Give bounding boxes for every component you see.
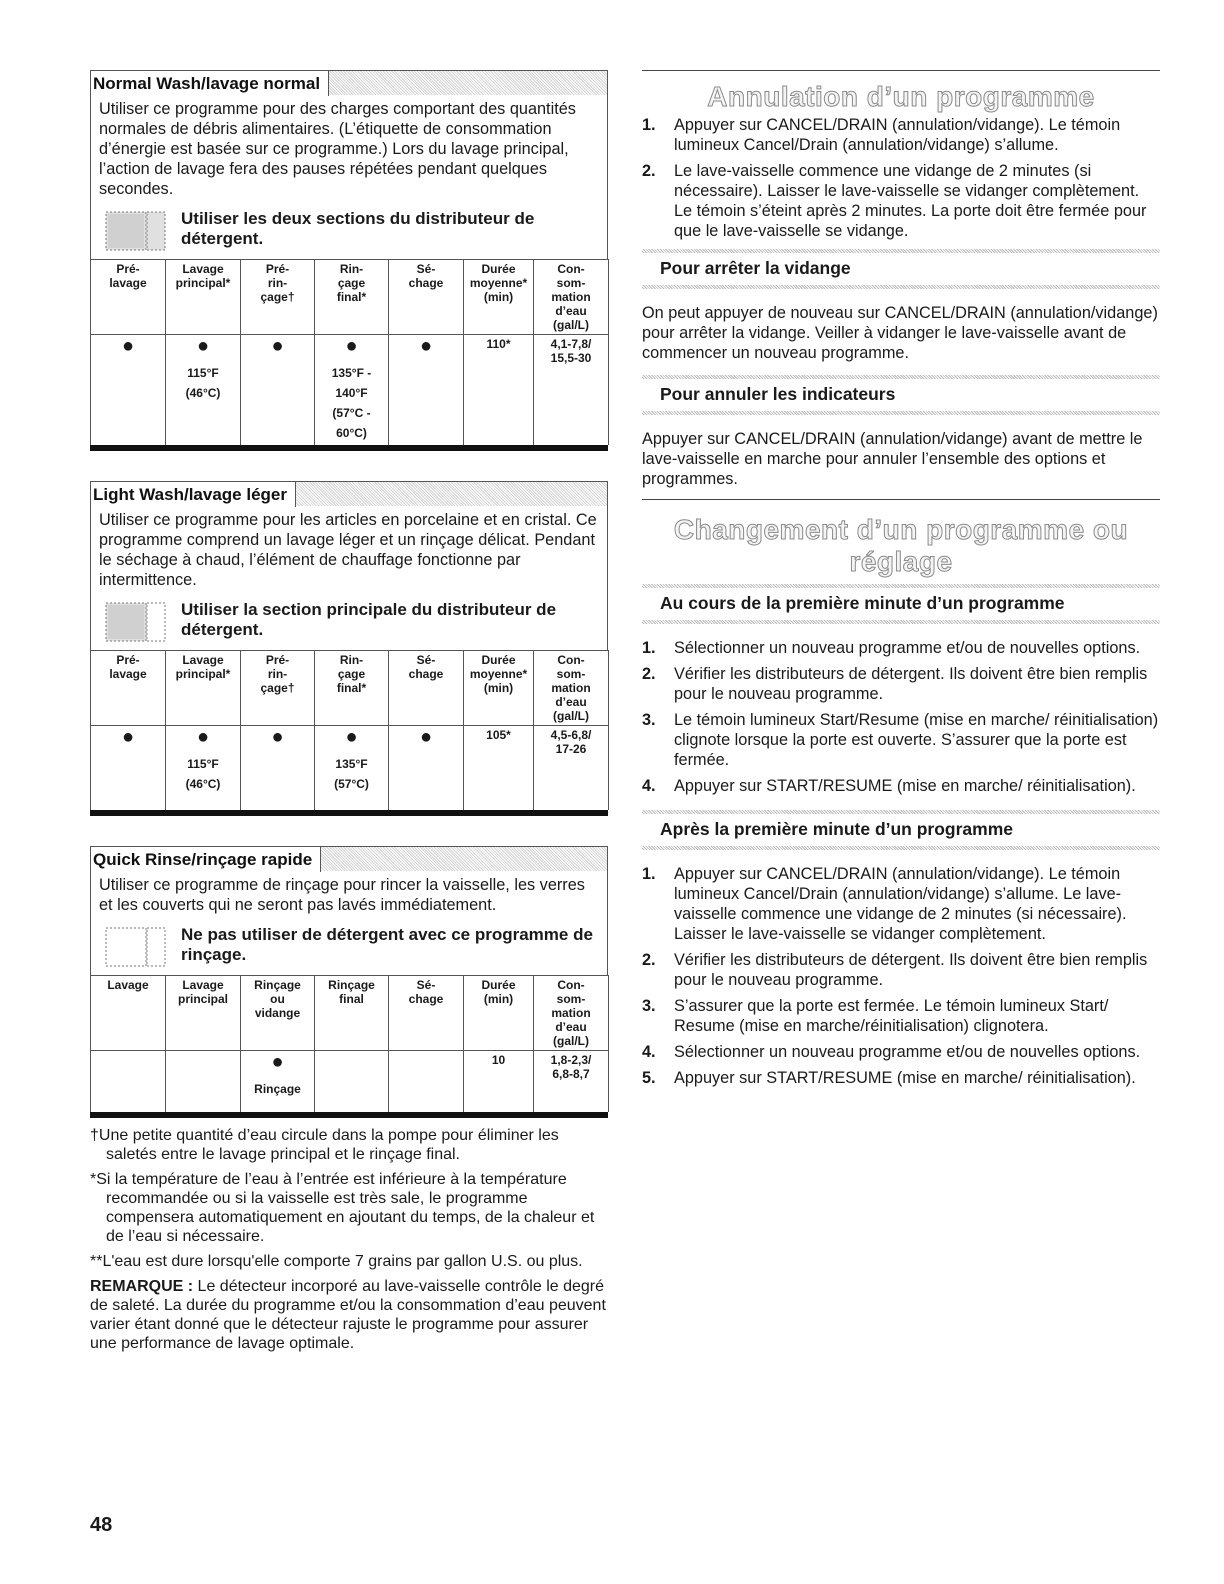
cell: 10 [464,1050,534,1112]
remarque-note [90,1277,608,1353]
cell [166,1050,241,1112]
light-wash-title: Light Wash/lavage léger [91,482,296,507]
list-item: 2. Le lave-vaisselle commence une vidange de 2 minutes (si nécessaire). Laisser le lave-vaisselle se vidanger complètement. Le témoin s’éteint après 2 minutes. La porte doit être fermée pour que le lave-vaisselle se vidange. [642,162,1147,240]
col-header: Lavage principal* [166,651,241,726]
cancel-indicators-heading: Pour annuler les indicateurs [642,375,1160,415]
quick-rinse-table [90,975,609,1113]
cell: 4,5-6,8/ 17-26 [534,726,609,810]
cell [389,1050,464,1112]
quick-rinse-header [90,846,608,871]
quick-rinse-detergent [99,925,599,975]
list-item: 3. S’assurer que la porte est fermée. Le témoin lumineux Start/ Resume (mise en marche/réinitialisation) clignotera. [642,997,1109,1035]
col-header: Pré- rin- çage† [241,260,315,335]
quick-rinse-body [90,871,608,975]
col-header: Sé- chage [389,260,464,335]
cell: ● 135°F - 140°F (57°C - 60°C) [315,335,389,446]
list-item: 1. Sélectionner un nouveau programme et/ou de nouvelles options. [642,639,1141,657]
quick-rinse-header-row [91,975,609,1050]
light-wash-body [90,506,608,650]
col-header: Durée moyenne* (min) [464,651,534,726]
col-header: Sé- chage [389,651,464,726]
first-minute-heading: Au cours de la première minute d’un programme [642,584,1160,624]
cell [91,1050,166,1112]
list-item: 1. Appuyer sur CANCEL/DRAIN (annulation/vidange). Le témoin lumineux Cancel/Drain (annulation/vidange) s’allume. [642,116,1121,154]
light-wash-description: Utiliser ce programme pour les articles en porcelaine et en cristal. Ce programme comprend un lavage léger et un rinçage délicat. Pendant le séchage à chaud, l’élément de chauffage fonctionne par intermittence. [99,511,597,589]
quick-rinse-section [90,846,608,1119]
normal-wash-title: Normal Wash/lavage normal [91,71,329,96]
col-header: Durée moyenne* (min) [464,260,534,335]
col-header: Con- som- mation d’eau (gal/L) [534,260,609,335]
cell: ● [389,726,464,810]
light-wash-header [90,481,608,506]
col-header: Lavage principal* [166,260,241,335]
col-header: Con- som- mation d’eau (gal/L) [534,975,609,1050]
col-header: Rin- çage final* [315,651,389,726]
page-number: 48 [90,1514,113,1536]
footnote-star: *Si la température de l’eau à l’entrée est inférieure à la température recommandée ou si la vaisselle est très sale, le programme compensera automatiquement en ajoutant du temps, de la chaleur et de l’eau si nécessaire. [90,1171,595,1245]
col-header: Lavage principal [166,975,241,1050]
normal-wash-header [90,70,608,95]
cell: ● 135°F (57°C) [315,726,389,810]
cancel-indicators-text: Appuyer sur CANCEL/DRAIN (annulation/vidange) avant de mettre le lave-vaisselle en marche pour annuler l’ensemble des options et programmes. [642,430,1143,488]
footnote-double-star: **L'eau est dure lorsqu'elle comporte 7 grains par gallon U.S. ou plus. [90,1253,583,1270]
quick-rinse-detergent-text: Ne pas utiliser de détergent avec ce programme de rinçage. [181,924,593,964]
remarque-text: Le détecteur incorporé au lave-vaisselle contrôle le degré de saleté. La durée du programme et/ou la consommation d’eau peuvent varier étant donné que le détecteur rajuste le programme pour assurer une performance de lavage optimale. [90,1278,606,1352]
quick-rinse-title: Quick Rinse/rinçage rapide [91,847,321,872]
cell [315,1050,389,1112]
remarque-label: REMARQUE : [90,1278,194,1295]
quick-rinse-data-row [91,1050,609,1112]
quick-rinse-description: Utiliser ce programme de rinçage pour rincer la vaisselle, les verres et les couverts qui ne seront pas lavés immédiatement. [99,875,585,914]
light-wash-header-row [91,651,609,726]
first-minute-steps [642,638,1160,796]
detergent-dispenser-main-icon [105,602,167,642]
detergent-dispenser-empty-icon [105,927,167,967]
col-header: Durée (min) [464,975,534,1050]
list-item: 3. Le témoin lumineux Start/Resume (mise en marche/ réinitialisation) clignote lorsque la porte est ouverte. S’assurer que la porte est fermée. [642,711,1159,769]
cell: ● [91,335,166,446]
list-item: 2. Vérifier les distributeurs de détergent. Ils doivent être bien remplis pour le nouveau programme. [642,665,1148,703]
col-header: Rin- çage final* [315,260,389,335]
normal-wash-detergent [99,209,599,259]
list-item: 1. Appuyer sur CANCEL/DRAIN (annulation/vidange). Le témoin lumineux Cancel/Drain (annulation/vidange) s’allume. Le lave-vaisselle commence une vidange de 2 minutes (si nécessaire). Laisser le lave-vaisselle se vidanger complètement. [642,865,1127,943]
cell: ● [241,335,315,446]
cell: ● 115°F (46°C) [166,335,241,446]
col-header: Rinçage ou vidange [241,975,315,1050]
light-wash-section [90,481,608,816]
after-first-minute-steps [642,864,1160,1088]
stop-drain-text: On peut appuyer de nouveau sur CANCEL/DRAIN (annulation/vidange) pour arrêter la vidange. Veiller à vidanger le lave-vaisselle avant de commencer un nouveau programme. [642,304,1158,362]
col-header: Pré- rin- çage† [241,651,315,726]
normal-wash-section [90,70,608,451]
light-wash-detergent-text: Utiliser la section principale du distributeur de détergent. [181,600,557,639]
list-item: 5. Appuyer sur START/RESUME (mise en marche/ réinitialisation). [642,1069,1136,1087]
list-item: 4. Sélectionner un nouveau programme et/ou de nouvelles options. [642,1043,1141,1061]
left-column [90,70,608,1359]
right-column [642,70,1160,1094]
footnote-dagger: †Une petite quantité d’eau circule dans la pompe pour éliminer les saletés entre le lavage principal et le rinçage final. [90,1127,559,1163]
col-header: Rinçage final [315,975,389,1050]
section-rule [642,70,1160,71]
cell: ● [389,335,464,446]
cancel-steps [642,115,1160,241]
col-header: Con- som- mation d’eau (gal/L) [534,651,609,726]
cell: 110* [464,335,534,446]
normal-wash-header-row [91,260,609,335]
cell: ● [241,726,315,810]
light-wash-detergent [99,600,599,650]
cell: 4,1-7,8/ 15,5-30 [534,335,609,446]
light-wash-table [90,650,609,810]
section-rule [642,499,1160,500]
normal-wash-data-row [91,335,609,446]
detergent-dispenser-both-icon [105,211,167,251]
col-header: Sé- chage [389,975,464,1050]
cell: 105* [464,726,534,810]
col-header: Pré- lavage [91,651,166,726]
stop-drain-heading: Pour arrêter la vidange [642,249,1160,289]
cell: 1,8-2,3/ 6,8-8,7 [534,1050,609,1112]
normal-wash-description: Utiliser ce programme pour des charges comportant des quantités normales de débris alimentaires. (L’étiquette de consommation d’énergie est basée sur ce programme.) Lors du lavage principal, l’action de lavage fera des pauses répétées pendant quelques secondes. [99,100,576,198]
table-bottom-rule [90,1112,608,1118]
footnotes [90,1126,608,1353]
change-program-title: Changement d’un programme ou réglage [673,514,1129,577]
cell: ● Rinçage [241,1050,315,1112]
normal-wash-body [90,95,608,259]
after-first-minute-heading: Après la première minute d’un programme [642,810,1160,850]
cell: ● 115°F (46°C) [166,726,241,810]
col-header: Lavage [91,975,166,1050]
col-header: Pré- lavage [91,260,166,335]
cell: ● [91,726,166,810]
normal-wash-table [90,259,609,445]
list-item: 4. Appuyer sur START/RESUME (mise en marche/ réinitialisation). [642,777,1136,795]
light-wash-data-row [91,726,609,810]
list-item: 2. Vérifier les distributeurs de détergent. Ils doivent être bien remplis pour le nouveau programme. [642,951,1148,989]
normal-wash-detergent-text: Utiliser les deux sections du distributeur de détergent. [181,209,535,248]
cancel-program-title: Annulation d’un programme [707,81,1095,112]
